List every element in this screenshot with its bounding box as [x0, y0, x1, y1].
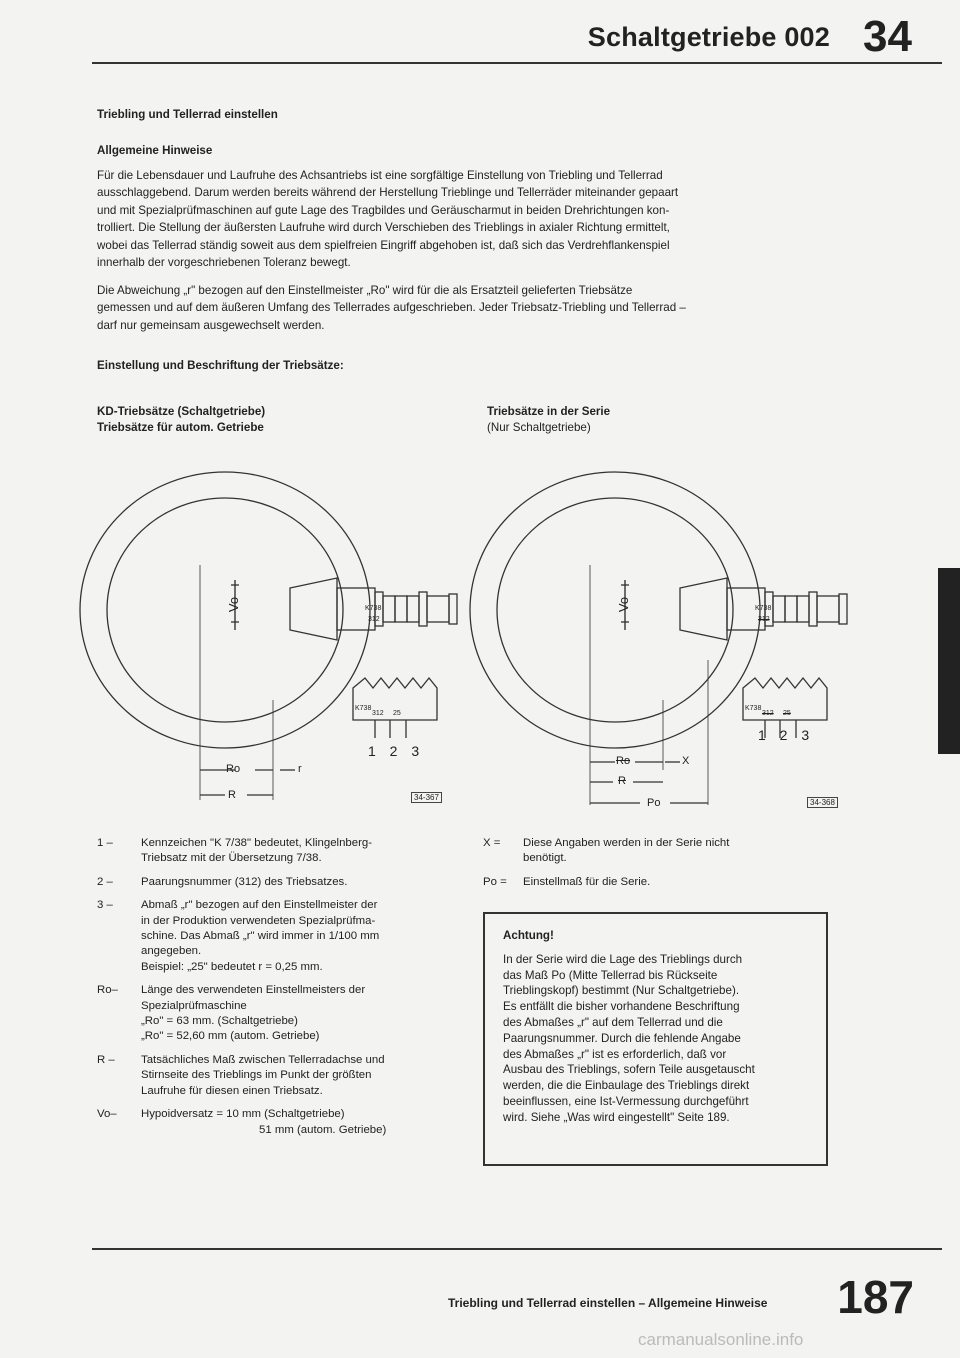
- R-label: R: [618, 775, 626, 787]
- caption-line: KD-Triebsätze (Schaltgetriebe): [97, 405, 266, 418]
- footer-rule: [92, 1248, 942, 1250]
- note-line: wird. Siehe „Was wird eingestellt" Seite 189.: [503, 1110, 730, 1124]
- attention-title: Achtung!: [503, 929, 554, 942]
- tooth-stamp-text: 312: [762, 710, 774, 717]
- legend-text: in der Produktion verwendeten Spezialprüfma-: [141, 914, 376, 927]
- note-line: Paarungsnummer. Durch die fehlende Angabe: [503, 1031, 741, 1045]
- note-line: In der Serie wird die Lage des Trieblings durch: [503, 952, 743, 966]
- legend-item: [97, 875, 457, 890]
- note-line: des Abmaßes „r" auf dem Tellerrad und die: [503, 1015, 723, 1029]
- left-gear-diagram: [75, 470, 475, 815]
- tooth-stamp-text: 25: [783, 710, 791, 717]
- x-label: X: [682, 755, 690, 767]
- legend-text: Einstellmaß für die Serie.: [523, 875, 651, 888]
- note-line: beeinflussen, eine Ist-Vermessung durchgeführt: [503, 1094, 749, 1108]
- legend-item: [97, 1107, 457, 1138]
- text-line: innerhalb der vorgeschriebenen Toleranz bewegt.: [97, 256, 351, 270]
- pinion-stamp-text: 312: [758, 616, 770, 623]
- legend-item: [97, 1053, 457, 1099]
- legend-text: Paarungsnummer (312) des Triebsatzes.: [141, 875, 348, 888]
- text-line: Die Abweichung „r" bezogen auf den Einstellmeister „Ro" wird für die als Ersatzteil gelieferten Triebsätze: [97, 284, 633, 297]
- legend-key: 1 –: [97, 837, 113, 849]
- left-figure-caption: [97, 404, 265, 435]
- legend-item: [97, 898, 457, 975]
- legend-text: Triebsatz mit der Übersetzung 7/38.: [141, 852, 322, 865]
- legend-key: X =: [483, 837, 501, 849]
- legend-text: Abmaß „r" bezogen auf den Einstellmeister der: [141, 899, 378, 912]
- marking-numbers: 1 2 3: [368, 743, 425, 759]
- tooth-stamp-text: 25: [393, 710, 401, 717]
- legend-text: angegeben.: [141, 945, 202, 958]
- pinion-stamp-text: K738: [755, 605, 772, 612]
- ro-label: Ro: [616, 755, 631, 767]
- deviation-paragraph: [97, 282, 686, 334]
- figure-number: 34-368: [807, 797, 838, 808]
- caption-line: Triebsätze für autom. Getriebe: [97, 420, 264, 434]
- section-number: 34: [863, 12, 912, 61]
- note-line: Ausbau des Trieblings, sofern Teile ausgetauscht: [503, 1063, 755, 1077]
- legend-key: Vo–: [97, 1108, 117, 1121]
- po-label: Po: [647, 797, 661, 809]
- pinion-stamp-text: 312: [368, 616, 380, 623]
- hypoid-offset-label: Vo: [226, 596, 242, 613]
- legend-text: Beispiel: „25" bedeutet r = 0,25 mm.: [141, 960, 323, 973]
- r-label: r: [298, 763, 302, 775]
- text-line: und mit Spezialprüfmaschinen auf gute Lage des Tragbildes und Geräuscharmut in beiden Drehrichtungen kon-: [97, 203, 670, 217]
- legend-text: 51 mm (autom. Getriebe): [259, 1123, 387, 1136]
- note-line: das Maß Po (Mitte Tellerrad bis Rückseite: [503, 968, 718, 982]
- watermark: carmanualsonline.info: [638, 1330, 804, 1349]
- legend-text: schine. Das Abmaß „r" wird immer in 1/100 mm: [141, 930, 380, 943]
- legend-key: 3 –: [97, 899, 113, 912]
- right-legend: [483, 836, 823, 898]
- legend-text: Laufruhe für diesen einen Triebsatz.: [141, 1084, 323, 1097]
- tooth-stamp-text: K738: [355, 705, 372, 712]
- ring-gear-inner: [497, 498, 733, 722]
- legend-text: Stirnseite des Trieblings im Punkt der größten: [141, 1069, 372, 1082]
- legend-text: Kennzeichen "K 7/38" bedeutet, Klingelnberg-: [141, 837, 372, 849]
- pinion-stamp-text: K738: [365, 605, 382, 612]
- legend-text: Diese Angaben werden in der Serie nicht: [523, 837, 730, 849]
- attention-box: [483, 912, 828, 1166]
- page-header-title: Schaltgetriebe 002: [587, 22, 830, 52]
- page-heading: Triebling und Tellerrad einstellen: [97, 108, 278, 121]
- legend-key: Ro–: [97, 984, 118, 997]
- legend-key: R –: [97, 1053, 115, 1066]
- footer-title: Triebling und Tellerrad einstellen – Allgemeine Hinweise: [448, 1296, 768, 1310]
- note-line: Es entfällt die bisher vorhandene Beschriftung: [503, 1000, 740, 1014]
- marking-numbers: 1 2 3: [758, 727, 815, 743]
- text-line: wobei das Tellerrad ständig soweit aus dem spielfreien Eingriff abgehoben ist, daß sich das Verdrehflankenspiel: [97, 238, 670, 252]
- text-line: ausschlaggebend. Darum werden bereits während der Herstellung Trieblinge und Tellerräder miteinander gepaart: [97, 186, 679, 200]
- legend-text: Hypoidversatz = 10 mm (Schaltgetriebe): [141, 1108, 345, 1121]
- legend-item: [97, 983, 457, 1045]
- caption-line: Triebsätze in der Serie: [487, 405, 611, 418]
- header-rule: [92, 62, 942, 64]
- note-line: des Abmaßes „r" ist es erforderlich, daß vor: [503, 1047, 727, 1061]
- figure-number: 34-367: [411, 792, 442, 803]
- ring-gear-outer: [470, 472, 760, 748]
- ring-gear-inner: [107, 498, 343, 722]
- left-legend: [97, 836, 457, 1146]
- tooth-stamp-text: 312: [372, 710, 384, 717]
- hypoid-offset-label: Vo: [616, 596, 632, 613]
- R-label: R: [228, 789, 236, 801]
- legend-item: [97, 836, 457, 867]
- ro-label: Ro: [226, 763, 241, 775]
- right-figure-caption: [487, 404, 610, 435]
- thumb-index-tab: [938, 568, 960, 754]
- pinion-head: [680, 578, 727, 640]
- note-line: werden, die die Einbaulage des Trieblings direkt: [503, 1079, 750, 1093]
- legend-item: [483, 875, 823, 890]
- intro-paragraph: [97, 167, 678, 271]
- caption-line: (Nur Schaltgetriebe): [487, 420, 591, 434]
- legend-text: benötigt.: [523, 852, 567, 865]
- ring-gear-outer: [80, 472, 370, 748]
- pinion-head: [290, 578, 337, 640]
- legend-text: Spezialprüfmaschine: [141, 999, 247, 1012]
- legend-text: Tatsächliches Maß zwischen Tellerradachse und: [141, 1053, 385, 1066]
- text-line: Für die Lebensdauer und Laufruhe des Achsantriebs ist eine sorgfältige Einstellung von Triebling und Tellerrad: [97, 169, 663, 182]
- legend-item: [483, 836, 823, 867]
- right-gear-diagram: [465, 470, 865, 815]
- note-line: Trieblingskopf) bestimmt (Nur Schaltgetriebe).: [503, 984, 740, 998]
- text-line: trolliert. Die Stellung der äußersten Laufruhe wird durch Verschieben des Trieblings in axialer Richtung ermittelt,: [97, 221, 670, 235]
- text-line: gemessen und auf dem äußeren Umfang des Tellerrades aufgeschrieben. Jeder Triebsatz-Triebling und Tellerrad –: [97, 301, 686, 315]
- page-number: 187: [837, 1271, 914, 1323]
- legend-text: „Ro" = 63 mm. (Schaltgetriebe): [141, 1015, 298, 1028]
- legend-key: Po =: [483, 875, 507, 888]
- legend-text: „Ro" = 52,60 mm (autom. Getriebe): [141, 1030, 320, 1043]
- legend-text: Länge des verwendeten Einstellmeisters der: [141, 984, 366, 997]
- text-line: darf nur gemeinsam ausgewechselt werden.: [97, 318, 325, 332]
- section-heading: Einstellung und Beschriftung der Triebsätze:: [97, 359, 344, 372]
- subheading: Allgemeine Hinweise: [97, 144, 213, 157]
- legend-key: 2 –: [97, 875, 113, 888]
- tooth-stamp-text: K738: [745, 705, 762, 712]
